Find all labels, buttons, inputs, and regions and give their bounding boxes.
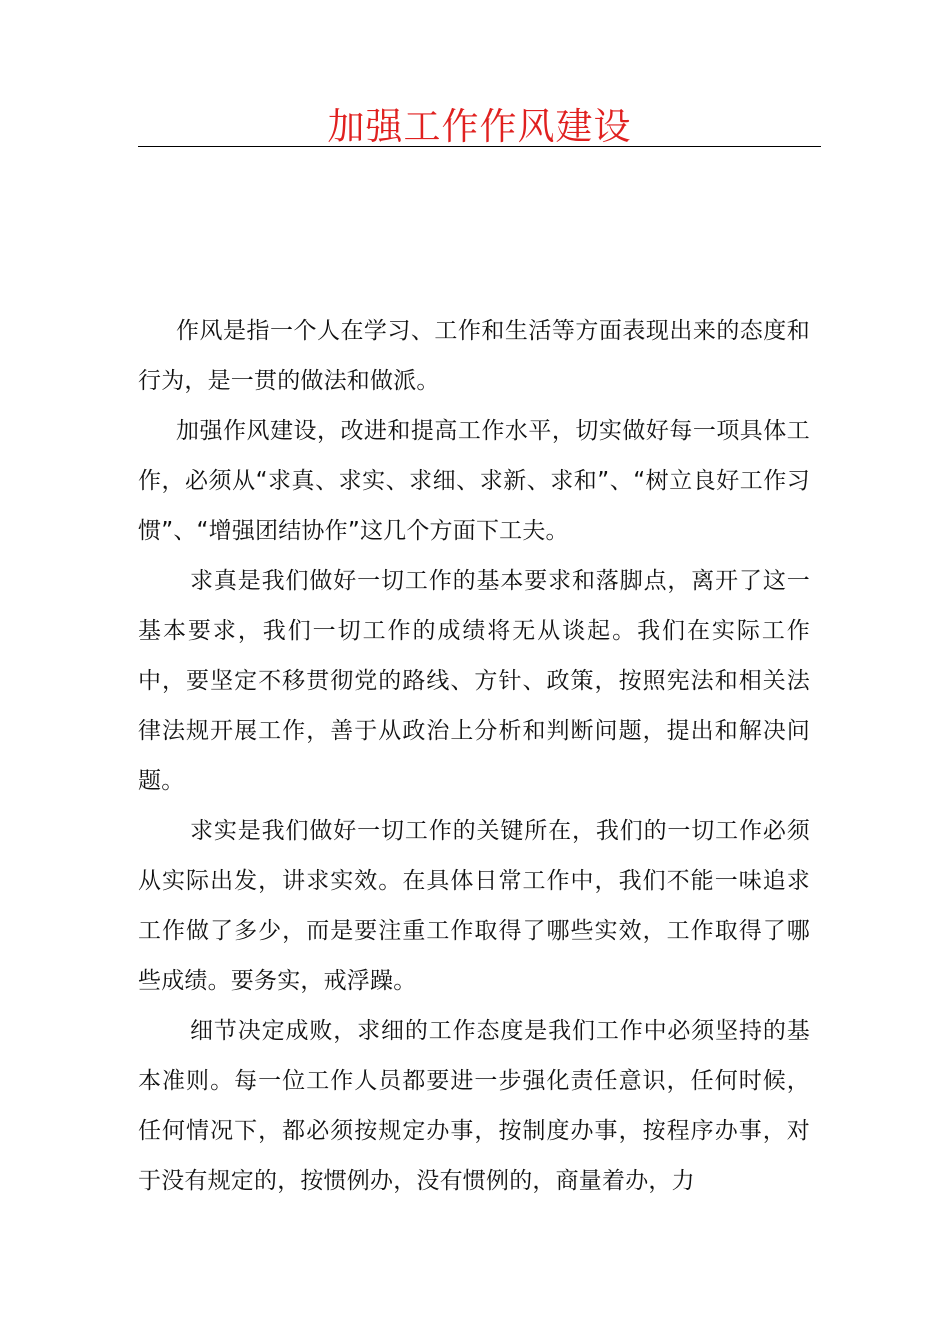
paragraph-5: 细节决定成败，求细的工作态度是我们工作中必须坚持的基本准则。每一位工作人员都要进一步强化责任意识，任何时候，任何情况下，都必须按规定办事，按制度办事，按程序办事，对于没有规定的，按惯例办，没有惯例的，商量着办，力 (138, 1018, 810, 1194)
paragraph-4: 求实是我们做好一切工作的关键所在，我们的一切工作必须从实际出发，讲求实效。在具体日常工作中，我们不能一味追求工作做了多少，而是要注重工作取得了哪些实效，工作取得了哪些成绩。要务实，戒浮躁。 (138, 818, 810, 994)
document-body (138, 306, 810, 1206)
document-title: 加强工作作风建设 (327, 105, 632, 148)
title-underline (138, 146, 821, 147)
paragraph-3: 求真是我们做好一切工作的基本要求和落脚点，离开了这一基本要求，我们一切工作的成绩将无从谈起。我们在实际工作中，要坚定不移贯彻党的路线、方针、政策，按照宪法和相关法律法规开展工作，善于从政治上分析和判断问题，提出和解决问题。 (138, 568, 810, 794)
paragraph-1: 作风是指一个人在学习、工作和生活等方面表现出来的态度和行为，是一贯的做法和做派。 (138, 318, 810, 394)
paragraph-2: 加强作风建设，改进和提高工作水平，切实做好每一项具体工作，必须从“求真、求实、求细、求新、求和”、“树立良好工作习惯”、“增强团结协作”这几个方面下工夫。 (138, 418, 810, 544)
